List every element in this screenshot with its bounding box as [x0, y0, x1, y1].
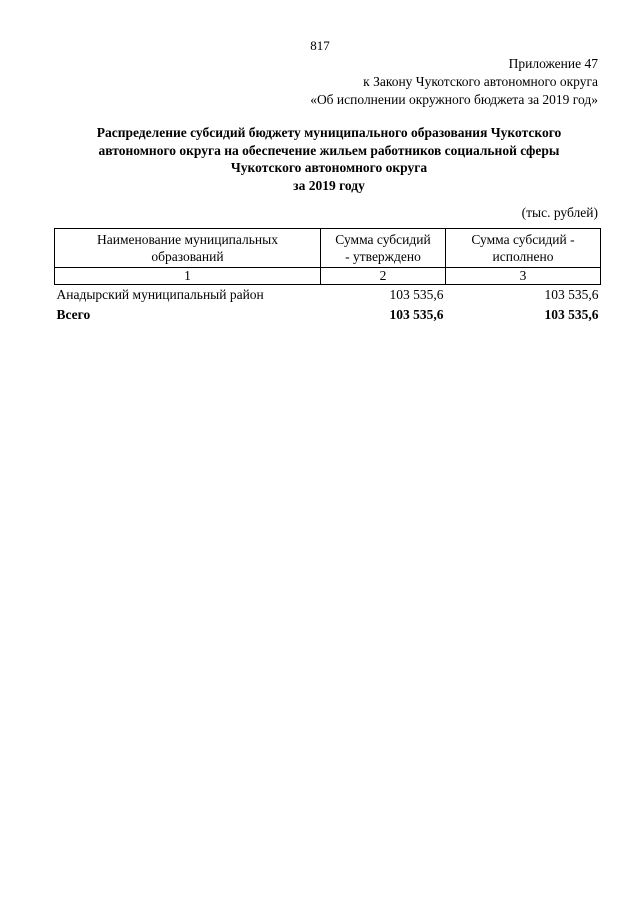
header-municipality — [55, 229, 321, 268]
table-header-row — [55, 229, 601, 268]
appendix-line-3: «Об исполнении окружного бюджета за 2019 год» — [310, 92, 598, 107]
total-label: Всего — [56, 307, 91, 322]
column-number-3: 3 — [446, 268, 601, 285]
header-approved — [321, 229, 446, 268]
header-executed-line-1: Сумма субсидий - — [471, 232, 575, 247]
column-number-2: 2 — [321, 268, 446, 285]
row-approved-value: 103 535,6 — [389, 287, 444, 302]
document-title — [40, 124, 618, 194]
appendix-line-1: Приложение 47 — [508, 56, 598, 71]
row-executed-value: 103 535,6 — [544, 287, 599, 302]
subsidy-table — [54, 228, 601, 325]
header-approved-line-2: - утверждено — [345, 249, 421, 264]
page-number: 817 — [310, 38, 330, 53]
table-row — [55, 285, 601, 306]
total-executed-value: 103 535,6 — [544, 307, 599, 322]
column-number-1: 1 — [55, 268, 321, 285]
header-executed — [446, 229, 601, 268]
total-approved-value: 103 535,6 — [389, 307, 444, 322]
row-municipality-name: Анадырский муниципальный район — [56, 287, 264, 302]
header-approved-line-1: Сумма субсидий — [335, 232, 431, 247]
header-executed-line-2: исполнено — [492, 249, 554, 264]
units-label: (тыс. рублей) — [521, 205, 598, 220]
appendix-line-2: к Закону Чукотского автономного округа — [363, 74, 598, 89]
header-municipality-line-2: образований — [151, 249, 224, 264]
appendix-reference — [310, 55, 598, 109]
total-row — [55, 305, 601, 325]
header-municipality-line-1: Наименование муниципальных — [97, 232, 278, 247]
column-number-row — [55, 268, 601, 285]
title-line-1: Распределение субсидий бюджету муниципального образования Чукотского — [96, 125, 562, 140]
title-line-3: Чукотского автономного округа — [230, 160, 428, 175]
title-line-2: автономного округа на обеспечение жильем работников социальной сферы — [98, 142, 560, 158]
title-line-4: за 2019 году — [293, 177, 365, 193]
